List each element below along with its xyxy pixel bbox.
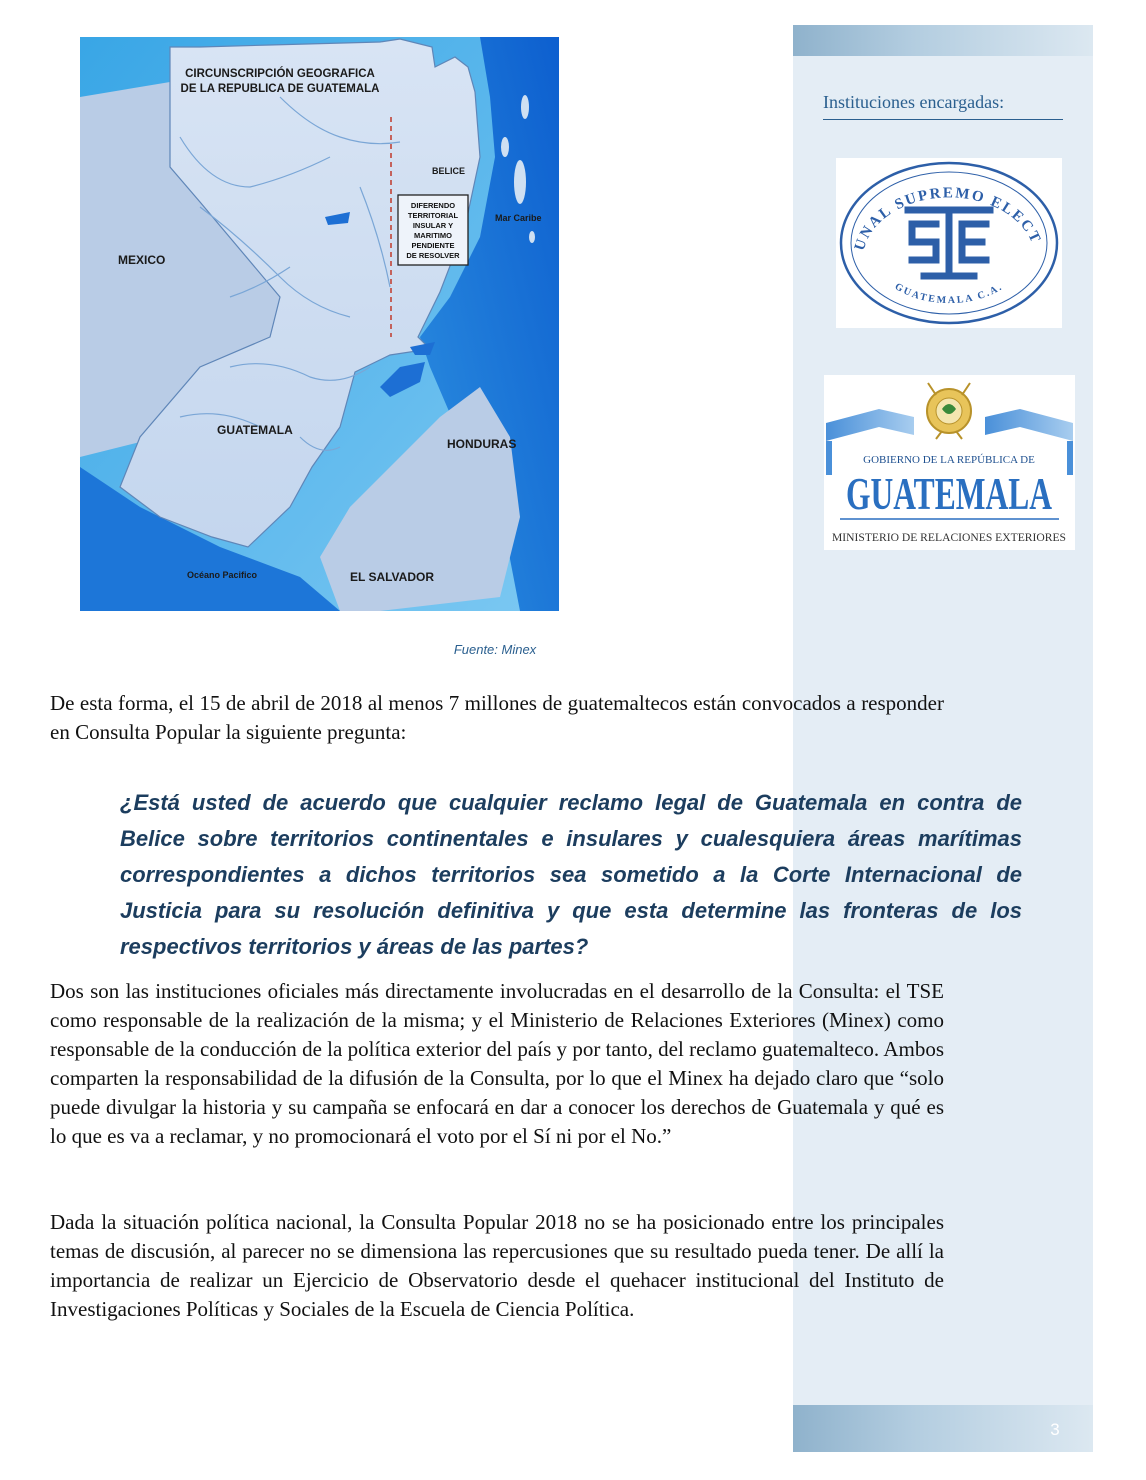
page-number: 3 bbox=[1050, 1420, 1060, 1439]
minex-logo bbox=[824, 375, 1075, 550]
dispute-line-2: TERRITORIAL bbox=[407, 211, 459, 220]
map-title-line2: DE LA REPUBLICA DE GUATEMALA bbox=[180, 83, 380, 95]
guatemala-map bbox=[80, 37, 559, 611]
sidebar-top-band bbox=[793, 25, 1093, 56]
paragraph-institutions: Dos son las instituciones oficiales más directamente involucradas en el desarrollo de la Consulta: el TSE como responsable de la realización de la misma; y el Ministerio de Relaciones Exteriores (Minex) como responsable de la conducción de la política exterior del país y por tanto, del reclamo guatemalteco. Ambos comparten la responsabilidad de la difusión de la Consulta, por lo que el Minex ha dejado claro que “solo puede divulgar la historia y su campaña se enfocará en dar a conocer los derechos de Guatemala y qué es lo que es va a reclamar, y no promocionará el voto por el Sí ni por el No.” bbox=[50, 979, 944, 1148]
map-title-line1: CIRCUNSCRIPCIÓN GEOGRAFICA bbox=[185, 68, 375, 80]
flag-left-icon bbox=[826, 409, 914, 441]
dispute-line-5: PENDIENTE bbox=[411, 241, 455, 250]
label-mexico: MEXICO bbox=[118, 253, 166, 267]
paragraph-intro: De esta forma, el 15 de abril de 2018 al menos 7 millones de guatemaltecos están convocados a responder en Consulta Popular la siguiente pregunta: bbox=[50, 691, 944, 744]
minex-logo-line2: GUATEMALA bbox=[846, 468, 1052, 519]
flag-right-icon bbox=[985, 409, 1073, 441]
dispute-line-6: DE RESOLVER bbox=[406, 251, 460, 260]
coat-of-arms-icon bbox=[927, 383, 971, 439]
minex-logo-line1: GOBIERNO DE LA REPÚBLICA DE bbox=[863, 454, 1035, 466]
label-el-salvador: EL SALVADOR bbox=[350, 570, 435, 584]
paragraph-context: Dada la situación política nacional, la Consulta Popular 2018 no se ha posicionado entre los principales temas de discusión, al parecer no se dimensiona las repercusiones que su resultado pueda tener. De allí la importancia de realizar un Ejercicio de Observatorio desde el quehacer institucional del Instituto de Investigaciones Políticas y Sociales de la Escuela de Ciencia Política. bbox=[50, 1210, 944, 1321]
dispute-line-1: DIFERENDO bbox=[410, 201, 456, 210]
sidebar-heading: Instituciones encargadas: bbox=[823, 92, 1063, 120]
tse-logo bbox=[836, 158, 1062, 328]
tse-logo-bottom-text: GUATEMALA C.A. bbox=[892, 281, 1006, 307]
label-guatemala: GUATEMALA bbox=[217, 423, 293, 437]
minex-logo-line3: MINISTERIO DE RELACIONES EXTERIORES bbox=[832, 530, 1066, 544]
label-caribe: Mar Caribe bbox=[495, 213, 542, 223]
label-honduras: HONDURAS bbox=[447, 437, 517, 451]
label-oceano: Océano Pacifico bbox=[187, 570, 258, 580]
consulta-question: ¿Está usted de acuerdo que cualquier reclamo legal de Guatemala en contra de Belice sobre territorios continentales e insulares y cualesquiera áreas marítimas correspondientes a dichos territorios sea sometido a la Corte Internacional de Justicia para su resolución definitiva y que esta determine las fronteras de los respectivos territorios y áreas de las partes? bbox=[120, 790, 1022, 959]
dispute-line-4: MARITIMO bbox=[414, 231, 452, 240]
svg-text:GUATEMALA C.A. bbox=[893, 281, 1005, 306]
tse-logo-top-text: UNAL SUPREMO ELECT bbox=[851, 185, 1044, 253]
dispute-line-3: INSULAR Y bbox=[412, 221, 454, 230]
tse-emblem-icon bbox=[908, 210, 990, 276]
label-belice: BELICE bbox=[432, 166, 466, 176]
map-caption: Fuente: Minex bbox=[453, 642, 537, 657]
